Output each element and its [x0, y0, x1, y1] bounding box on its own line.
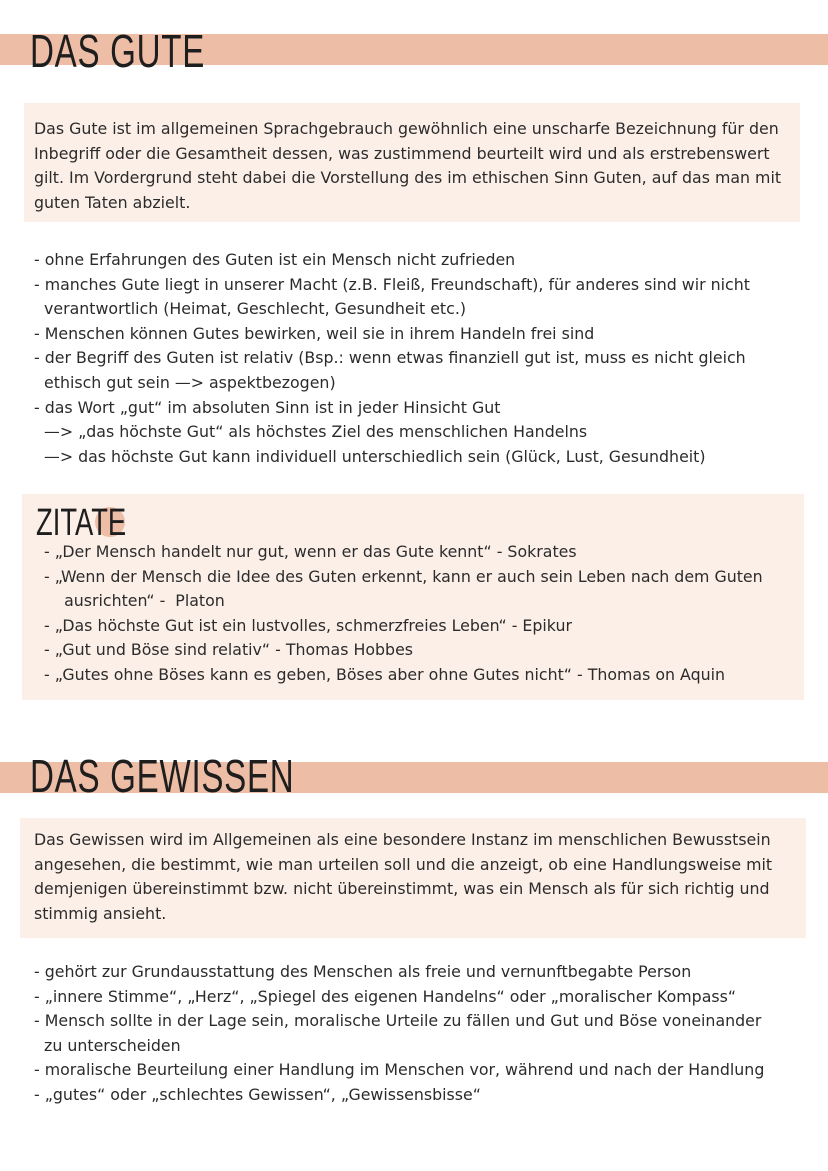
- list-item: - der Begriff des Guten ist relativ (Bsp.: wenn etwas finanziell gut ist, muss es nicht gleich: [34, 348, 746, 368]
- notes-list: [34, 248, 750, 469]
- definition-box: [20, 818, 806, 938]
- quote-item: - „Gut und Böse sind relativ“ - Thomas Hobbes: [44, 640, 414, 660]
- list-item: zu unterscheiden: [34, 1035, 181, 1055]
- definition-text: Das Gute ist im allgemeinen Sprachgebrauch gewöhnlich eine unscharfe Bezeichnung für den Inbegriff oder die Gesamtheit dessen, was zustimmend beurteilt wird und als erstrebenswert gilt. Im Vordergrund steht dabei die Vorstellung des im ethischen Sinn Guten, auf das man mit guten Taten abzielt.: [34, 119, 782, 212]
- quote-item: - „Der Mensch handelt nur gut, wenn er das Gute kennt“ - Sokrates: [44, 542, 577, 561]
- list-item: —> „das höchste Gut“ als höchstes Ziel des menschlichen Handelns: [34, 422, 588, 442]
- definition-text: Das Gewissen wird im Allgemeinen als eine besondere Instanz im menschlichen Bewusstsein angesehen, die bestimmt, wie man urteilen soll und die anzeigt, ob eine Handlungsweise mit demjenigen übereinstimmt bzw. nicht übereinstimmt, was ein Mensch als für sich richtig und stimmig ansieht.: [34, 830, 773, 923]
- quote-item: - „Das höchste Gut ist ein lustvolles, schmerzfreies Leben“ - Epikur: [44, 615, 572, 635]
- section-title-das-gute: DAS GUTE: [30, 25, 206, 77]
- list-item: - gehört zur Grundausstattung des Menschen als freie und vernunftbegabte Person: [34, 962, 692, 981]
- list-item: - manches Gute liegt in unserer Macht (z.B. Fleiß, Freundschaft), für anderes sind wir nicht: [34, 274, 750, 294]
- definition-box: [24, 103, 800, 222]
- notes-list: [34, 960, 764, 1108]
- list-item: - moralische Beurteilung einer Handlung im Menschen vor, während und nach der Handlung: [34, 1060, 765, 1080]
- list-item: - „innere Stimme“, „Herz“, „Spiegel des eigenen Handelns“ oder „moralischer Kompass“: [34, 986, 737, 1006]
- list-item: ethisch gut sein —> aspektbezogen): [34, 372, 336, 392]
- quotes-list: [44, 540, 763, 688]
- list-item: - „gutes“ oder „schlechtes Gewissen“, „Gewissensbisse“: [34, 1084, 481, 1104]
- quote-item: - „Gutes ohne Böses kann es geben, Böses aber ohne Gutes nicht“ - Thomas on Aquin: [44, 664, 726, 684]
- section-title-das-gewissen: DAS GEWISSEN: [30, 750, 295, 802]
- list-item: - das Wort „gut“ im absoluten Sinn ist in jeder Hinsicht Gut: [34, 397, 501, 417]
- list-item: —> das höchste Gut kann individuell unterschiedlich sein (Glück, Lust, Gesundheit): [34, 446, 706, 466]
- quotes-title: ZITATE: [36, 502, 127, 544]
- list-item: - Mensch sollte in der Lage sein, moralische Urteile zu fällen und Gut und Böse voneinander: [34, 1011, 762, 1031]
- list-item: verantwortlich (Heimat, Geschlecht, Gesundheit etc.): [34, 299, 467, 319]
- list-item: - Menschen können Gutes bewirken, weil sie in ihrem Handeln frei sind: [34, 323, 595, 343]
- quote-item: ausrichten“ - Platon: [44, 591, 225, 611]
- quote-item: - „Wenn der Mensch die Idee des Guten erkennt, kann er auch sein Leben nach dem Guten: [44, 566, 763, 586]
- list-item: - ohne Erfahrungen des Guten ist ein Mensch nicht zufrieden: [34, 250, 516, 269]
